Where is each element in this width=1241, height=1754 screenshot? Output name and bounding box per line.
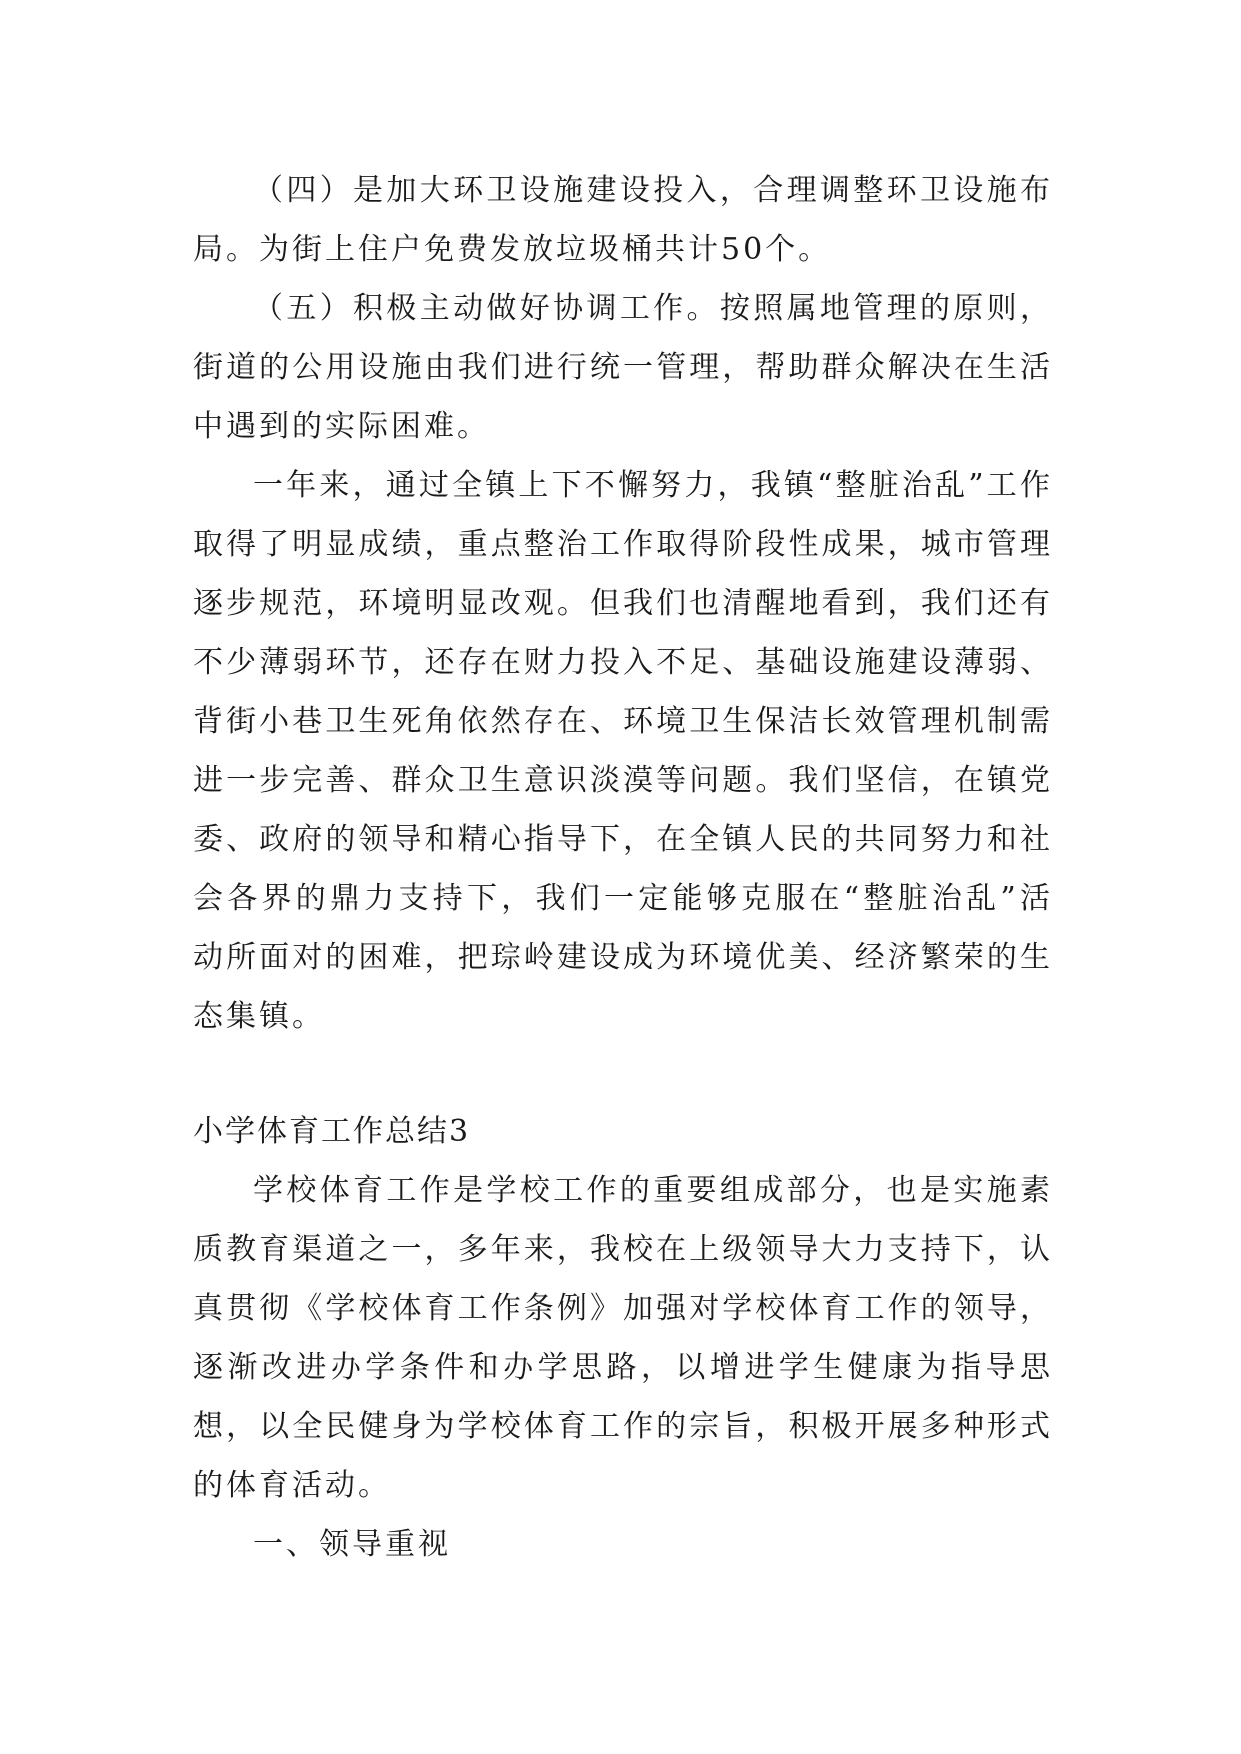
document-body	[193, 161, 1053, 1574]
paragraph-sanitation-facilities: （四）是加大环卫设施建设投入，合理调整环卫设施布局。为街上住户免费发放垃圾桶共计50个。	[193, 173, 1053, 267]
paragraph-coordination-work: （五）积极主动做好协调工作。按照属地管理的原则，街道的公用设施由我们进行统一管理，帮助群众解决在生活中遇到的实际困难。	[193, 291, 1053, 444]
subheading-leadership: 一、领导重视	[253, 1527, 451, 1562]
paragraph-year-summary: 一年来，通过全镇上下不懈努力，我镇“整脏治乱”工作取得了明显成绩，重点整治工作取得阶段性成果，城市管理逐步规范，环境明显改观。但我们也清醒地看到，我们还有不少薄弱环节，还存在财力投入不足、基础设施建设薄弱、背街小巷卫生死角依然存在、环境卫生保洁长效管理机制需进一步完善、群众卫生意识淡漠等问题。我们坚信，在镇党委、政府的领导和精心指导下，在全镇人民的共同努力和社会各界的鼎力支持下，我们一定能够克服在“整脏治乱”活动所面对的困难，把琮岭建设成为环境优美、经济繁荣的生态集镇。	[193, 468, 1053, 1034]
section-title: 小学体育工作总结3	[193, 1114, 471, 1149]
paragraph-school-sports-intro: 学校体育工作是学校工作的重要组成部分，也是实施素质教育渠道之一，多年来，我校在上级领导大力支持下，认真贯彻《学校体育工作条例》加强对学校体育工作的领导，逐渐改进办学条件和办学思路，以增进学生健康为指导思想，以全民健身为学校体育工作的宗旨，积极开展多种形式的体育活动。	[193, 1173, 1053, 1503]
